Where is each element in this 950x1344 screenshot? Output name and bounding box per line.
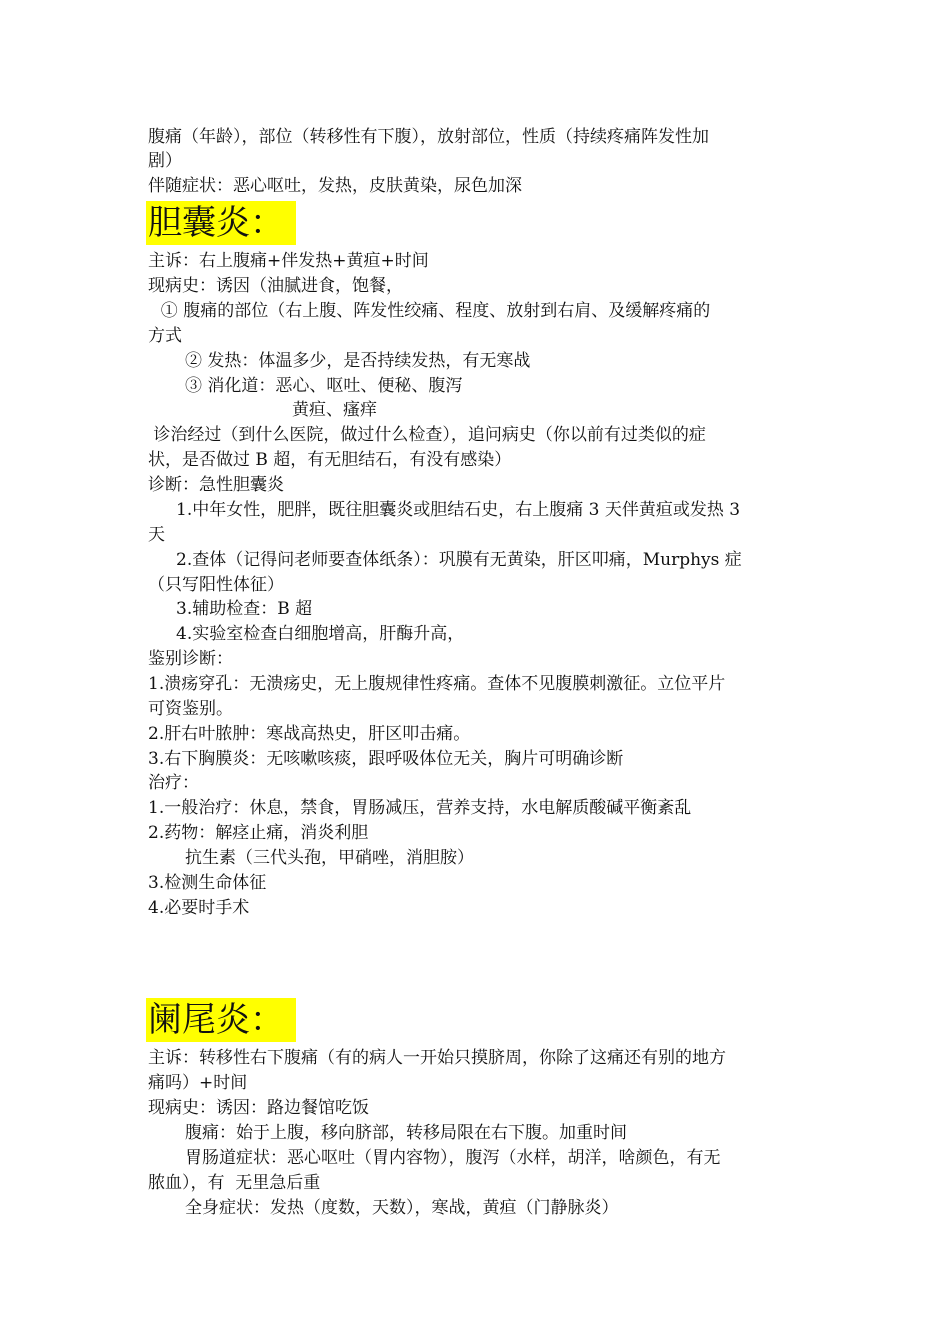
intro-line: 剧）	[148, 151, 182, 171]
text-line: 1.溃疡穿孔：无溃疡史，无上腹规律性疼痛。查体不见腹膜刺激征。立位平片	[148, 674, 726, 694]
text-line: 脓血），有 无里急后重	[148, 1173, 321, 1193]
text-line: 3.辅助检查：B 超	[176, 599, 313, 619]
text-line: 1.一般治疗：休息，禁食，胃肠减压，营养支持，水电解质酸碱平衡紊乱	[148, 798, 692, 818]
text-line: 天	[148, 525, 165, 545]
text-line: 胃肠道症状：恶心呕吐（胃内容物），腹泻（水样，胡洋，啥颜色，有无	[185, 1148, 721, 1168]
text-line: ① 腹痛的部位（右上腹、阵发性绞痛、程度、放射到右肩、及缓解疼痛的	[150, 301, 711, 321]
text-line: 主诉：右上腹痛+伴发热+黄疸+时间	[148, 251, 429, 271]
text-line: 现病史：诱因（油腻进食，饱餐，	[148, 276, 403, 296]
text-line: 痛吗）+时间	[148, 1073, 248, 1093]
text-line: 治疗：	[148, 773, 199, 793]
text-line: 2.肝右叶脓肿：寒战高热史，肝区叩击痛。	[148, 724, 471, 744]
text-line: 4.实验室检查白细胞增高，肝酶升高，	[176, 624, 465, 644]
text-line: 可资鉴别。	[148, 699, 233, 719]
text-line: （只写阳性体征）	[148, 575, 284, 595]
text-line: 状，是否做过 B 超，有无胆结石，有没有感染）	[148, 450, 512, 470]
section-heading-gallbladder: 胆囊炎：	[146, 201, 296, 245]
intro-line: 伴随症状：恶心呕吐，发热，皮肤黄染，尿色加深	[148, 176, 522, 196]
text-line: 鉴别诊断：	[148, 649, 233, 669]
text-line: 腹痛：始于上腹，移向脐部，转移局限在右下腹。加重时间	[185, 1123, 627, 1143]
text-line: 现病史：诱因：路边餐馆吃饭	[148, 1098, 369, 1118]
text-line: 2.药物：解痉止痛，消炎利胆	[148, 823, 369, 843]
text-line: 2.查体（记得问老师要查体纸条）：巩膜有无黄染，肝区叩痛，Murphys 症	[176, 550, 742, 570]
text-line: 3.右下胸膜炎：无咳嗽咳痰，跟呼吸体位无关，胸片可明确诊断	[148, 749, 624, 769]
text-line: 抗生素（三代头孢，甲硝唑，消胆胺）	[185, 848, 474, 868]
text-line: 4.必要时手术	[148, 898, 250, 918]
text-line: 3.检测生命体征	[148, 873, 267, 893]
text-line: 方式	[148, 326, 182, 346]
section-heading-appendicitis: 阑尾炎：	[146, 998, 296, 1042]
text-line: 诊治经过（到什么医院，做过什么检查），追问病史（你以前有过类似的症	[148, 425, 706, 445]
text-line: 1.中年女性，肥胖，既往胆囊炎或胆结石史，右上腹痛 3 天伴黄疸或发热 3	[176, 500, 741, 520]
text-line: 主诉：转移性右下腹痛（有的病人一开始只摸脐周，你除了这痛还有别的地方	[148, 1048, 726, 1068]
text-line: 黄疸、瘙痒	[292, 400, 377, 420]
text-line: ② 发热：体温多少，是否持续发热，有无寒战	[185, 351, 531, 371]
text-line: 诊断：急性胆囊炎	[148, 475, 284, 495]
intro-line: 腹痛（年龄），部位（转移性有下腹），放射部位，性质（持续疼痛阵发性加	[148, 127, 709, 147]
text-line: 全身症状：发热（度数，天数），寒战，黄疸（门静脉炎）	[185, 1198, 619, 1218]
text-line: ③ 消化道：恶心、呕吐、便秘、腹泻	[185, 376, 463, 396]
